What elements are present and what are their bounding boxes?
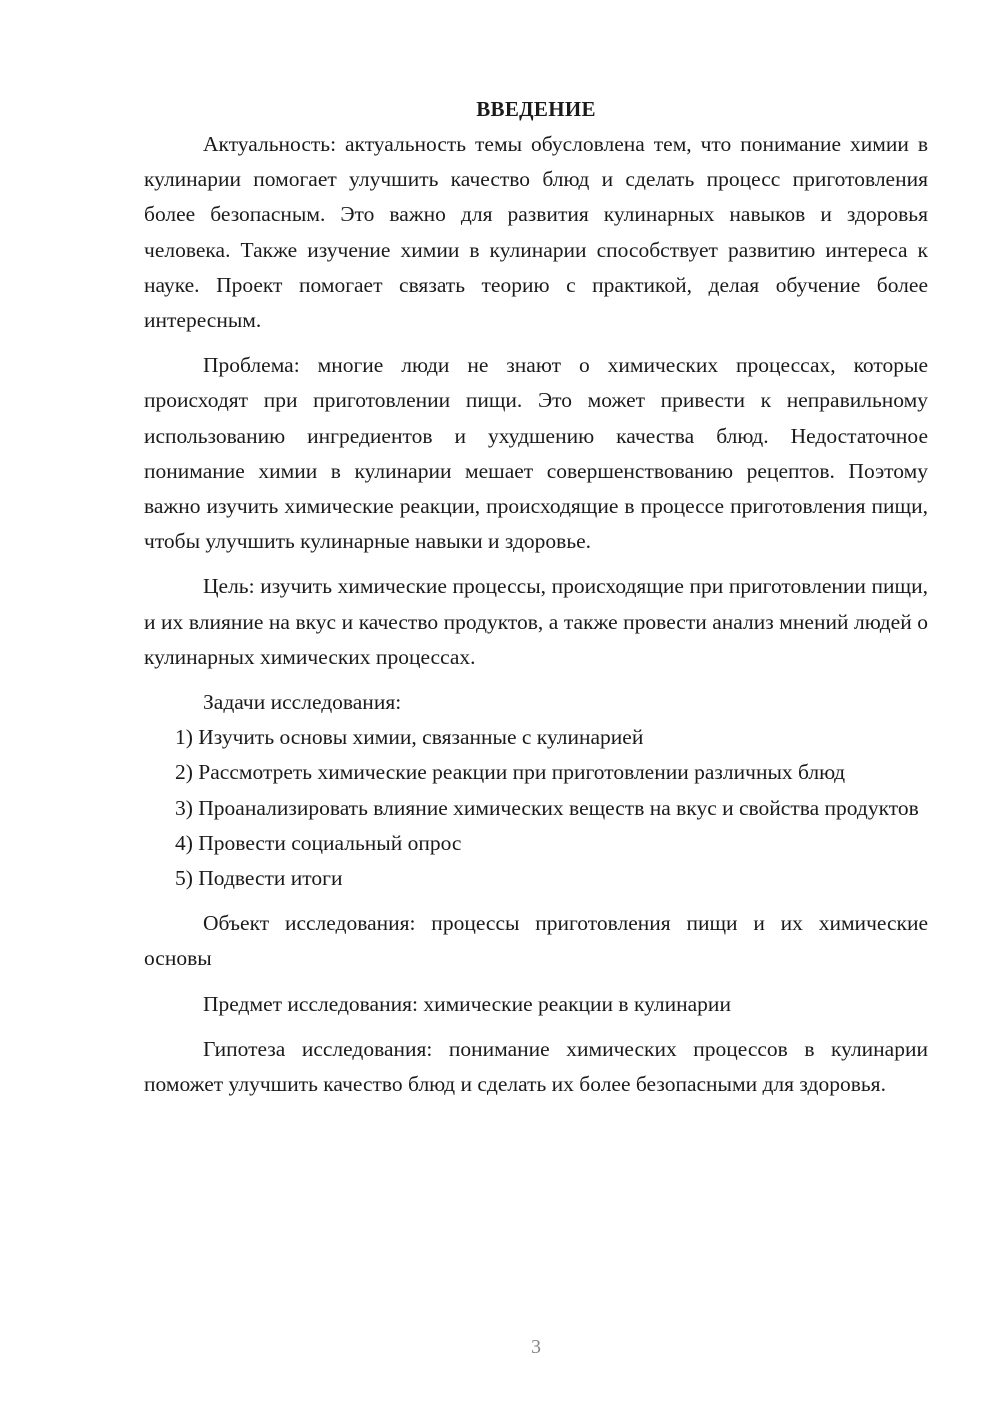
goal-paragraph: Цель: изучить химические процессы, происходящие при приготовлении пищи, и их влияние на вкус и качество продуктов, а также провести анализ мнений людей о кулинарных химических процессах.: [144, 574, 928, 669]
subject-paragraph: Предмет исследования: химические реакции в кулинарии: [203, 991, 731, 1016]
object-paragraph: Объект исследования: процессы приготовления пищи и их химические основы: [144, 911, 928, 971]
page-title: ВВЕДЕНИЕ: [476, 97, 596, 121]
list-item: 5) Подвести итоги: [175, 866, 343, 891]
tasks-heading: Задачи исследования:: [203, 690, 402, 715]
list-item: 2) Рассмотреть химические реакции при приготовлении различных блюд: [175, 760, 846, 785]
list-item: 4) Провести социальный опрос: [175, 830, 462, 855]
document-page: [144, 92, 928, 1102]
page-number: 3: [531, 1336, 541, 1358]
hypothesis-paragraph: Гипотеза исследования: понимание химических процессов в кулинарии поможет улучшить качество блюд и сделать их более безопасными для здоровья.: [144, 1036, 928, 1097]
problem-paragraph: Проблема: многие люди не знают о химических процессах, которые происходят при приготовлении пищи. Это может привести к неправильному использованию ингредиентов и ухудшению качества блюд. Недостаточное понимание химии в кулинарии мешает совершенствованию рецептов. Поэтому важно изучить химические реакции, происходящие в процессе приготовления пищи, чтобы улучшить кулинарные навыки и здоровье.: [144, 353, 928, 554]
list-item: 3) Проанализировать влияние химических веществ на вкус и свойства продуктов: [175, 795, 919, 820]
relevance-paragraph: Актуальность: актуальность темы обусловлена тем, что понимание химии в кулинарии помогает улучшить качество блюд и сделать процесс приготовления более безопасным. Это важно для развития кулинарных навыков и здоровья человека. Также изучение химии в кулинарии способствует развитию интереса к науке. Проект помогает связать теорию с практикой, делая обучение более интересным.: [144, 132, 928, 333]
tasks-list: [144, 720, 928, 896]
list-item: 1) Изучить основы химии, связанные с кулинарией: [175, 725, 644, 750]
